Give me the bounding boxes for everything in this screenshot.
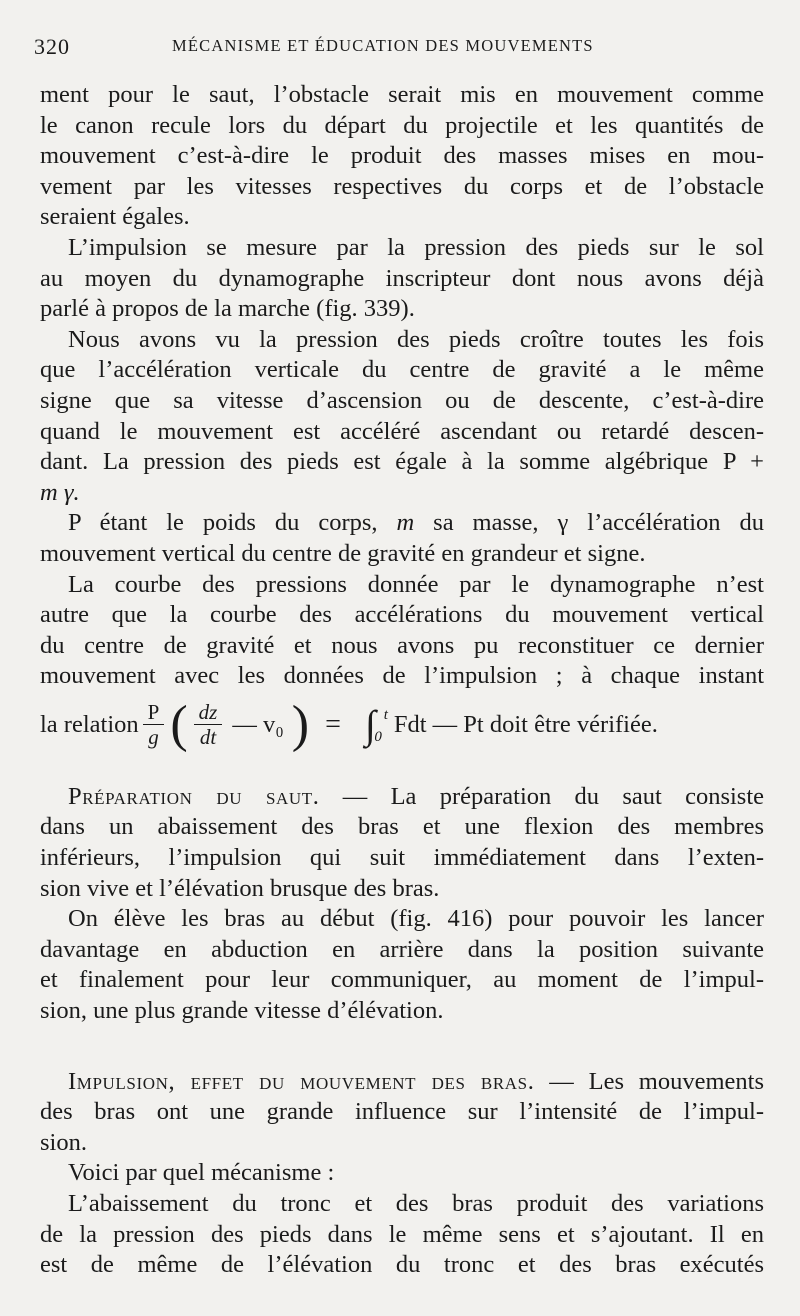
text-line: signe que sa vitesse d’ascension ou de descente, c’est-à-dire [40, 386, 764, 414]
section-heading-impulsion: Impulsion, effet du mouvement des bras. [68, 1067, 535, 1095]
section-heading-preparation: Préparation du saut. [68, 782, 320, 810]
text-line: sion vive et l’élévation brusque des bras. [40, 874, 440, 902]
integral-sign: ∫ t 0 [364, 701, 388, 747]
text-line: sion. [40, 1128, 87, 1156]
text-line: vement par les vitesses respectives du corps et de l’obstacle [40, 172, 764, 200]
text-line: mouvement avec les données de l’impulsion ; à chaque instant [40, 662, 764, 690]
text-line: Nous avons vu la pression des pieds croître toutes les fois [68, 325, 764, 353]
text-line: Préparation du saut. — La préparation du saut consiste [68, 782, 764, 810]
text-line: au moyen du dynamographe inscripteur dont nous avons déjà [40, 264, 764, 292]
text-line: Impulsion, effet du mouvement des bras. — Les mouvements [68, 1067, 764, 1095]
text-line: sion, une plus grande vitesse d’élévation. [40, 997, 444, 1025]
formula-line: la relation $\frac{P}{g}$ ( $\frac{dz}{dt}$ — v₀ ) = ∫ t 0 Fdt — Pt doit être vérifiée. [40, 695, 658, 753]
text-line: que l’accélération verticale du centre de gravité a le même [40, 356, 764, 384]
page-number: 320 [34, 34, 70, 59]
text-line: davantage en abduction en arrière dans la position suivante [40, 935, 764, 963]
text-line: La courbe des pressions donnée par le dynamographe n’est [68, 570, 764, 598]
text-line: le canon recule lors du départ du projectile et les quantités de [40, 111, 764, 139]
fraction-p-over-g: $\frac{P}{g}$ [143, 700, 165, 749]
text-line: quand le mouvement est accéléré ascendant ou retardé descen- [40, 417, 764, 445]
text-line: L’abaissement du tronc et des bras produit des variations [68, 1190, 764, 1217]
text-line: mouvement vertical du centre de gravité en grandeur et signe. [40, 539, 646, 567]
text-line: et finalement pour leur communiquer, au moment de l’impul- [40, 966, 764, 994]
fraction-dz-dt: $\frac{dz}{dt}$ [194, 700, 223, 749]
text-line: des bras ont une grande influence sur l’intensité de l’impul- [40, 1098, 764, 1126]
text-line: autre que la courbe des accélérations du mouvement vertical [40, 601, 764, 629]
text-line: est de même de l’élévation du tronc et des bras exécutés [40, 1251, 764, 1279]
running-head [34, 34, 764, 64]
text-line: de la pression des pieds dans le même sens et s’ajoutant. Il en [40, 1220, 764, 1248]
text-line [40, 478, 764, 509]
text-line: P étant le poids du corps, m sa masse, γ l’accélération du [68, 509, 764, 537]
text-line: On élève les bras au début (fig. 416) pour pouvoir les lancer [68, 905, 764, 933]
text-line: du centre de gravité et nous avons pu reconstituer ce dernier [40, 631, 764, 659]
text-line: Voici par quel mécanisme : [68, 1159, 335, 1187]
math-m-gamma: m γ. [40, 478, 80, 506]
text-line: L’impulsion se mesure par la pression des pieds sur le sol [68, 233, 764, 261]
text-line: dant. La pression des pieds est égale à la somme algébrique P + [40, 448, 764, 476]
text-line: inférieurs, l’impulsion qui suit immédiatement dans l’exten- [40, 844, 764, 872]
text-line: dans un abaissement des bras et une flexion des membres [40, 813, 764, 841]
text-line: ment pour le saut, l’obstacle serait mis en mouvement comme [40, 81, 764, 108]
body-text [40, 80, 764, 1281]
text-line: parlé à propos de la marche (fig. 339). [40, 295, 415, 323]
running-title: MÉCANISME ET ÉDUCATION DES MOUVEMENTS [172, 36, 594, 55]
formula-lead: la relation [40, 710, 139, 738]
text-line: seraient égales. [40, 203, 190, 231]
text-line: mouvement c’est-à-dire le produit des masses mises en mou- [40, 142, 764, 170]
